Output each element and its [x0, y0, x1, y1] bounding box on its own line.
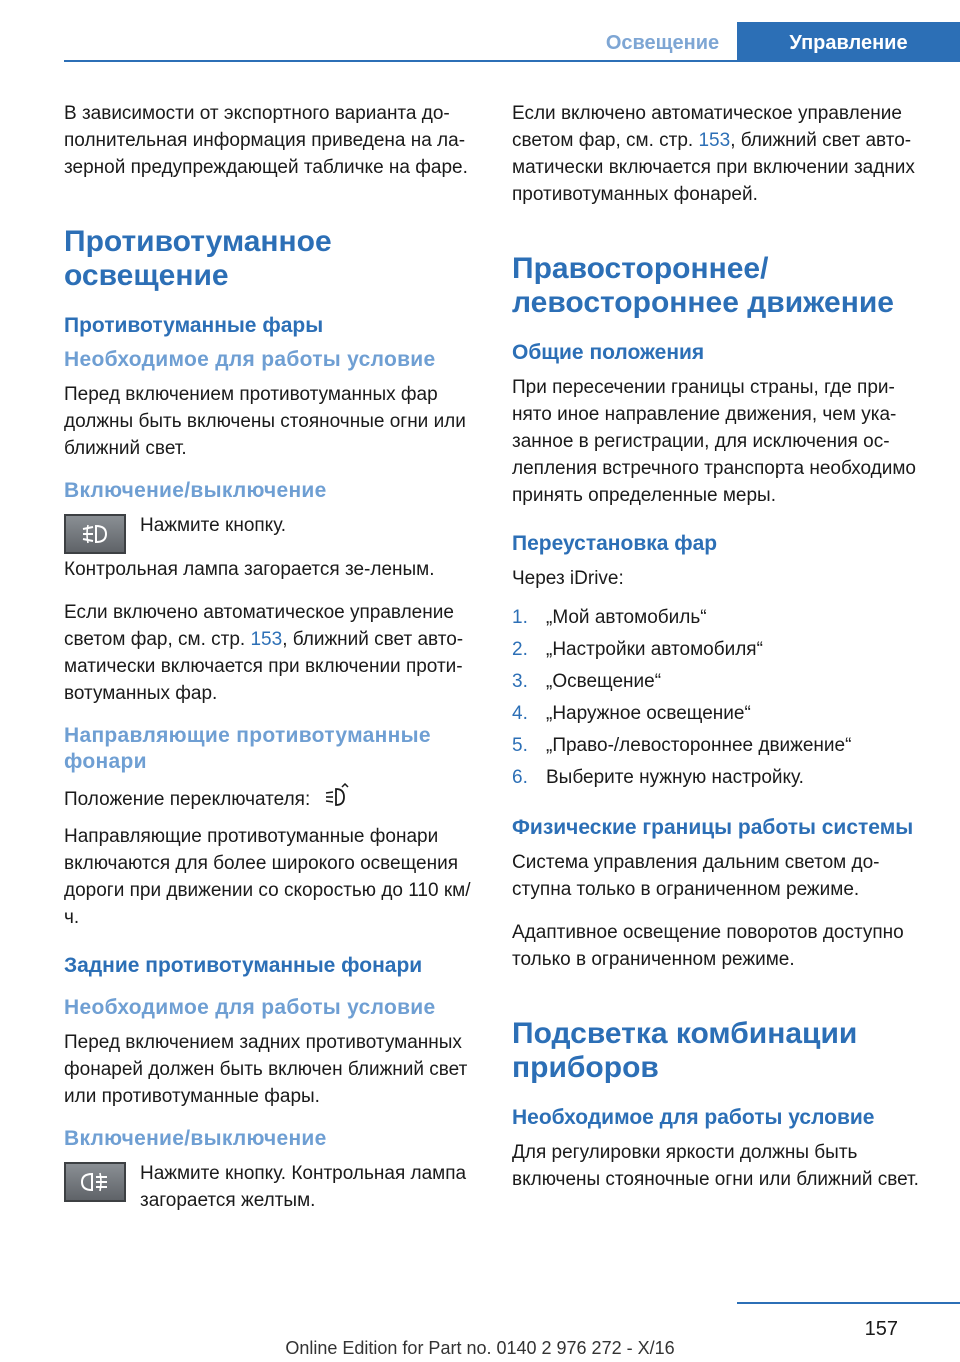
heading-onoff-2: Включение/выключение	[64, 1127, 327, 1150]
auto-front-text-a: Если включено автоматическое управление светом фар, см. стр.	[64, 602, 454, 650]
heading-onoff-1: Включение/выключение	[64, 479, 327, 502]
heading-instrument-lighting: Подсветка комбинации приборов	[512, 1017, 858, 1084]
paragraph-limits-2: Адаптивное освещение поворотов доступно только в ограниченном режиме.	[512, 922, 904, 970]
paragraph-auto-front	[64, 599, 484, 707]
heading-rear-fog: Задние противотуманные фонари	[64, 954, 423, 977]
switch-position-label: Положение переключателя:	[64, 789, 311, 811]
heading-general: Общие положения	[512, 341, 705, 364]
right-column	[512, 100, 932, 1209]
heading-condition-1: Необходимое для работы условие	[64, 348, 436, 371]
heading-cornering-lights: Направляющие противотуманные фонари	[64, 724, 431, 773]
paragraph-condition-right: Для регулировки яркости должны быть включены стояночные огни или ближний свет.	[512, 1142, 919, 1190]
front-fog-light-icon	[64, 514, 126, 554]
list-item: 2. „Настройки автомобиля“	[512, 639, 763, 660]
header-tab-section[interactable]: Освещение	[605, 32, 720, 54]
paragraph-cornering: Направляющие противотуманные фонари включаются для более широкого освещения дороги при движении со скоростью до 110 км/ч.	[64, 826, 471, 928]
paragraph-condition-1: Перед включением противотуманных фар должны быть включены стояночные огни или ближний свет.	[64, 384, 466, 459]
page-link-153-right[interactable]: 153	[698, 130, 731, 151]
left-column	[64, 100, 484, 1214]
heading-adjust-headlights: Переустановка фар	[512, 532, 718, 555]
paragraph-via-idrive: Через iDrive:	[512, 568, 624, 589]
steps-list	[512, 604, 932, 791]
button-1-indicator: Контрольная лампа загорается зе-леным.	[64, 559, 435, 580]
paragraph-general: При пересечении границы страны, где при-нято иное направление движения, чем ука-занное в регистрации, для исключения ос-лепления встречного транспорта необходимо принять определенные меры.	[512, 377, 916, 506]
paragraph-condition-2: Перед включением задних противотуманных фонарей должен быть включен ближний свет или противотуманные фары.	[64, 1032, 468, 1107]
list-item: 1. „Мой автомобиль“	[512, 607, 707, 628]
footer-rule	[737, 1302, 960, 1304]
heading-system-limits: Физические границы работы системы	[512, 816, 914, 839]
page-link-153[interactable]: 153	[250, 629, 283, 650]
heading-traffic-side: Правостороннее/ левостороннее движение	[512, 252, 894, 319]
heading-condition-right: Необходимое для работы условие	[512, 1106, 875, 1129]
button-1-instruction: Нажмите кнопку.	[140, 515, 287, 536]
heading-fog-lighting: Противотуманное освещение	[64, 225, 332, 292]
paragraph-auto-rear	[512, 100, 932, 208]
page-number: 157	[864, 1318, 898, 1340]
paragraph-limits-1: Система управления дальним светом до-ступна только в ограниченном режиме.	[512, 852, 880, 900]
heading-condition-2: Необходимое для работы условие	[64, 996, 436, 1019]
cornering-light-icon	[322, 783, 350, 817]
edition-footer: Online Edition for Part no. 0140 2 976 272 - X/16	[285, 1338, 675, 1358]
list-item: 5. „Право-/левостороннее движение“	[512, 735, 852, 756]
heading-front-fog: Противотуманные фары	[64, 314, 324, 337]
list-item: 6. Выберите нужную настройку.	[512, 767, 804, 788]
auto-rear-text-a: Если включено автоматическое управление светом фар, см. стр.	[512, 103, 902, 151]
auto-front-text-b: , ближний свет авто-матически включается при включении проти-вотуманных фар.	[64, 629, 464, 704]
rear-fog-light-icon	[64, 1162, 126, 1202]
header-tab-chapter[interactable]: Управление	[737, 22, 960, 62]
button-2-instruction: Нажмите кнопку. Контрольная лампа загорается желтым.	[140, 1163, 467, 1211]
rear-fog-button-row	[64, 1160, 484, 1214]
list-item: 3. „Освещение“	[512, 671, 662, 692]
front-fog-button-row	[64, 512, 484, 554]
intro-paragraph: В зависимости от экспортного варианта до-полнительная информация приведена на ла-зерной предупреждающей табличке на фаре.	[64, 103, 468, 178]
paragraph-switch-position	[64, 783, 484, 817]
list-item: 4. „Наружное освещение“	[512, 703, 751, 724]
auto-rear-text-b: , ближний свет авто-матически включается при включении задних противотуманных фонарей.	[512, 130, 915, 205]
